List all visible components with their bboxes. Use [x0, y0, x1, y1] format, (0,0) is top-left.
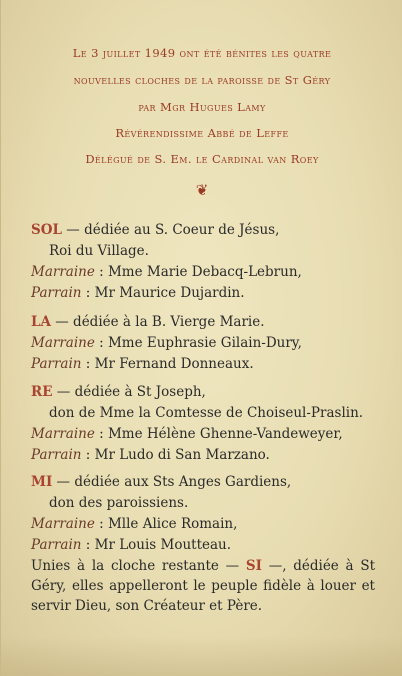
- bell-re-dedication: [31, 384, 206, 400]
- parrain-name: : Mr Ludo di San Marzano.: [81, 447, 270, 463]
- marraine-name: : Mme Euphrasie Gilain-Dury,: [94, 335, 302, 351]
- marraine-label: Marraine: [31, 335, 95, 351]
- header-line-2: nouvelles cloches de la paroisse de St Géry: [73, 73, 331, 87]
- bell-la-parrain: [31, 356, 254, 372]
- header-line-5: Délégué de S. Em. le Cardinal van Roey: [85, 152, 319, 166]
- bell-si-name: SI: [245, 558, 262, 574]
- bell-name: LA: [31, 314, 51, 330]
- parrain-name: : Mr Fernand Donneaux.: [81, 356, 254, 372]
- marraine-label: Marraine: [31, 426, 95, 442]
- bell-mi-parrain: [31, 537, 231, 553]
- parrain-label: Parrain: [31, 356, 82, 372]
- dedication-text: — dédiée à St Joseph,: [52, 384, 206, 400]
- bell-mi-marraine: [31, 516, 237, 532]
- parrain-label: Parrain: [31, 447, 82, 463]
- parrain-label: Parrain: [31, 285, 82, 301]
- bell-mi-dedication: [31, 474, 291, 490]
- marraine-label: Marraine: [31, 516, 95, 532]
- bell-re-marraine: [31, 426, 343, 442]
- parrain-name: : Mr Louis Moutteau.: [81, 537, 232, 553]
- marraine-name: : Mme Hélène Ghenne-Vandeweyer,: [94, 426, 343, 442]
- bell-sol-dedication: [31, 222, 279, 238]
- header-line-3: par Mgr Hugues Lamy: [138, 100, 266, 114]
- fleuron-icon: ❦: [195, 181, 209, 199]
- dedication-text: — dédiée au S. Coeur de Jésus,: [62, 222, 280, 238]
- closing-paragraph: [31, 556, 375, 616]
- bell-sol-parrain: [31, 285, 245, 301]
- bell-la-dedication: [31, 314, 265, 330]
- bell-re-parrain: [31, 447, 270, 463]
- closing-text-2: —, dédiée à St Géry, elles appelleront le peuple fidèle à louer et servir Dieu, son Créateur et Père.: [31, 558, 375, 614]
- marraine-label: Marraine: [31, 264, 95, 280]
- dedication-text: — dédiée aux Sts Anges Gardiens,: [52, 474, 292, 490]
- closing-text-1: Unies à la cloche restante —: [31, 558, 246, 574]
- bell-la-marraine: [31, 335, 302, 351]
- bell-mi-dedication-2: don des paroissiens.: [49, 495, 189, 511]
- bell-name: MI: [31, 474, 53, 490]
- bell-name: RE: [31, 384, 53, 400]
- marraine-name: : Mlle Alice Romain,: [94, 516, 238, 532]
- parrain-label: Parrain: [31, 537, 82, 553]
- parrain-name: : Mr Maurice Dujardin.: [81, 285, 245, 301]
- header-line-1: Le 3 juillet 1949 ont été bénites les quatre: [72, 46, 332, 60]
- header-line-4: Révérendissime Abbé de Leffe: [115, 126, 289, 140]
- marraine-name: : Mme Marie Debacq-Lebrun,: [94, 264, 302, 280]
- dedication-text: — dédiée à la B. Vierge Marie.: [50, 314, 265, 330]
- bell-re-dedication-2: don de Mme la Comtesse de Choiseul-Praslin.: [49, 405, 364, 421]
- bell-sol-marraine: [31, 264, 302, 280]
- bell-name: SOL: [31, 222, 63, 238]
- bell-sol-dedication-2: Roi du Village.: [49, 243, 149, 259]
